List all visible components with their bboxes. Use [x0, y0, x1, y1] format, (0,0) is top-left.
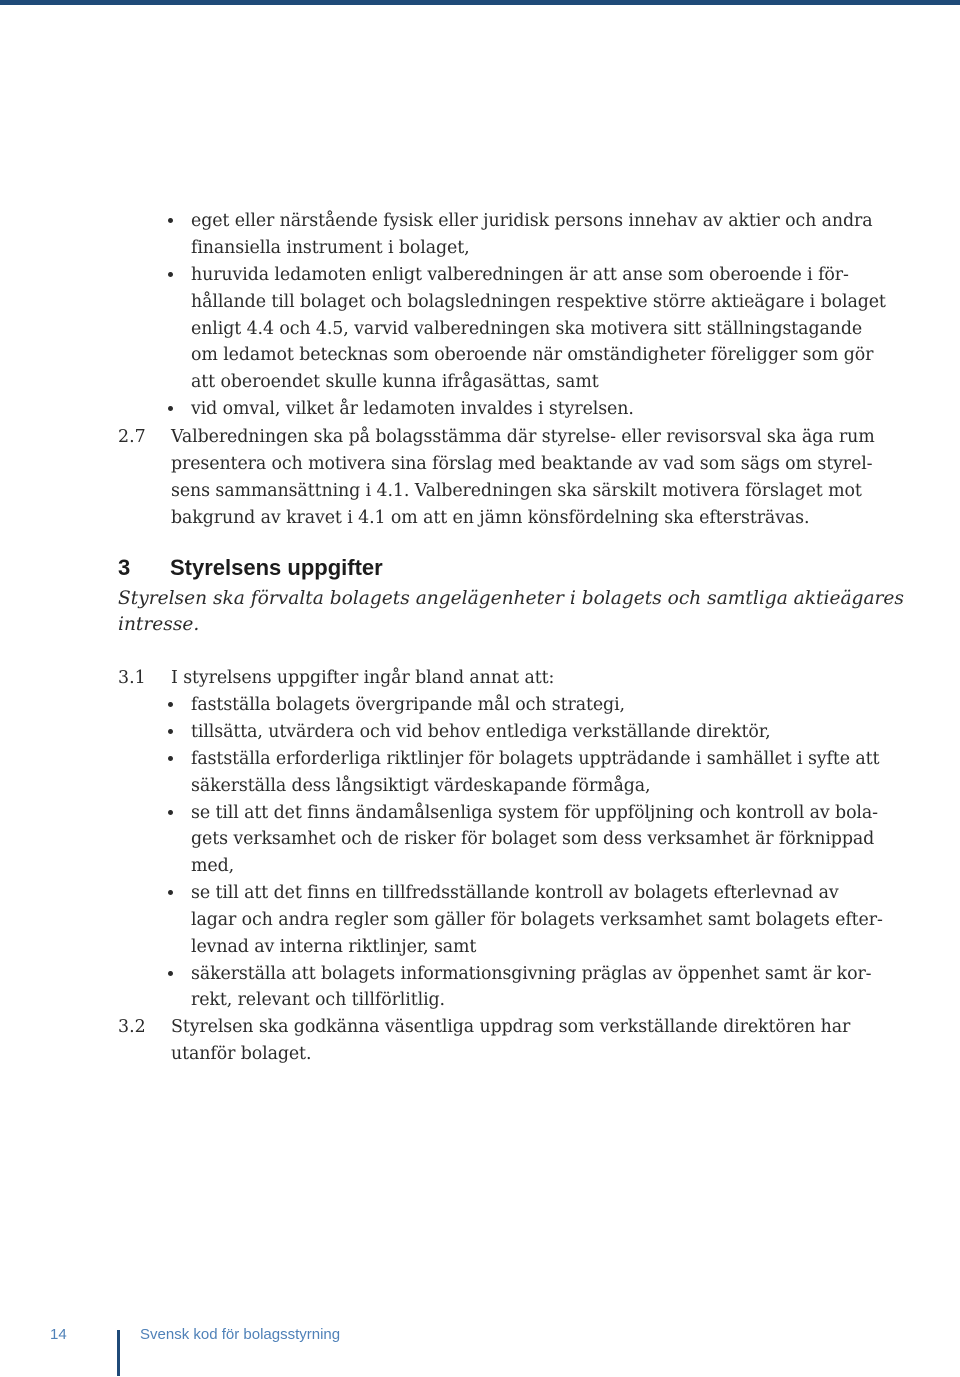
list-item-line: finansiella instrument i bolaget, [191, 238, 470, 258]
list-item-line: se till att det finns en tillfredsställande kontroll av bolagets efterlevnad av [191, 883, 839, 903]
publication-title: Svensk kod för bolagsstyrning [140, 1326, 341, 1343]
list-item-line: om ledamot betecknas som oberoende när omständigheter föreligger som gör [191, 345, 874, 365]
bullet-dot [168, 406, 173, 411]
list-item-line: fastställa erforderliga riktlinjer för bolagets uppträdande i samhället i syfte att [191, 749, 880, 769]
paragraph-number: 3.2 [118, 1017, 146, 1037]
list-item-line: säkerställa dess långsiktigt värdeskapande förmåga, [191, 776, 651, 796]
list-item-line: att oberoendet skulle kunna ifrågasättas, samt [191, 372, 599, 392]
section-number: 3 [118, 555, 131, 580]
paragraph-line: Valberedningen ska på bolagsstämma där styrelse- eller revisorsval ska äga rum [171, 427, 875, 447]
bullet-dot [168, 810, 173, 815]
bullet-dot [168, 218, 173, 223]
bullet-dot [168, 890, 173, 895]
list-item-line: se till att det finns ändamålsenliga system för uppföljning och kontroll av bola- [191, 803, 878, 823]
list-item-line: med, [191, 856, 235, 876]
list-item-line: tillsätta, utvärdera och vid behov entlediga verkställande direktör, [191, 722, 771, 742]
list-item-line: huruvida ledamoten enligt valberedningen är att anse som oberoende i för- [191, 265, 849, 285]
bullet-dot [168, 729, 173, 734]
list-item-line: enligt 4.4 och 4.5, varvid valberedningen ska motivera sitt ställningstagande [191, 319, 863, 339]
paragraph-line: Styrelsen ska godkänna väsentliga uppdrag som verkställande direktören har [171, 1017, 851, 1037]
bullet-dot [168, 971, 173, 976]
list-item-line: fastställa bolagets övergripande mål och strategi, [191, 695, 625, 715]
paragraph-lead: I styrelsens uppgifter ingår bland annat att: [171, 668, 555, 688]
section-intro-line: Styrelsen ska förvalta bolagets angelägenheter i bolagets och samtliga aktieägares [118, 588, 904, 609]
list-item-line: hållande till bolaget och bolagsledningen respektive större aktieägare i bolaget [191, 292, 886, 312]
paragraph-line: sens sammansättning i 4.1. Valberedningen ska särskilt motivera förslaget mot [171, 481, 862, 501]
list-item-line: levnad av interna riktlinjer, samt [191, 937, 477, 957]
bullet-dot [168, 756, 173, 761]
paragraph-line: utanför bolaget. [171, 1044, 312, 1064]
list-item-line: vid omval, vilket år ledamoten invaldes i styrelsen. [191, 399, 634, 419]
section-intro-line: intresse. [118, 614, 200, 635]
list-item-line: säkerställa att bolagets informationsgivning präglas av öppenhet samt är kor- [191, 964, 872, 984]
paragraph-number: 2.7 [118, 427, 146, 447]
paragraph-line: bakgrund av kravet i 4.1 om att en jämn könsfördelning ska eftersträvas. [171, 508, 810, 528]
list-item-line: eget eller närstående fysisk eller juridisk persons innehav av aktier och andra [191, 211, 873, 231]
paragraph-line: presentera och motivera sina förslag med beaktande av vad som sägs om styrel- [171, 454, 873, 474]
list-item-line: lagar och andra regler som gäller för bolagets verksamhet samt bolagets efter- [191, 910, 883, 930]
list-item-line: gets verksamhet och de risker för bolaget som dess verksamhet är förknippad [191, 829, 875, 849]
page-number: 14 [50, 1326, 67, 1343]
bullet-dot [168, 272, 173, 277]
bullet-dot [168, 702, 173, 707]
list-item-line: rekt, relevant och tillförlitlig. [191, 990, 445, 1010]
paragraph-number: 3.1 [118, 668, 146, 688]
section-title: Styrelsens uppgifter [170, 555, 383, 580]
footer-divider [117, 1330, 120, 1376]
top-accent-bar [0, 0, 960, 5]
section-heading [118, 554, 383, 582]
